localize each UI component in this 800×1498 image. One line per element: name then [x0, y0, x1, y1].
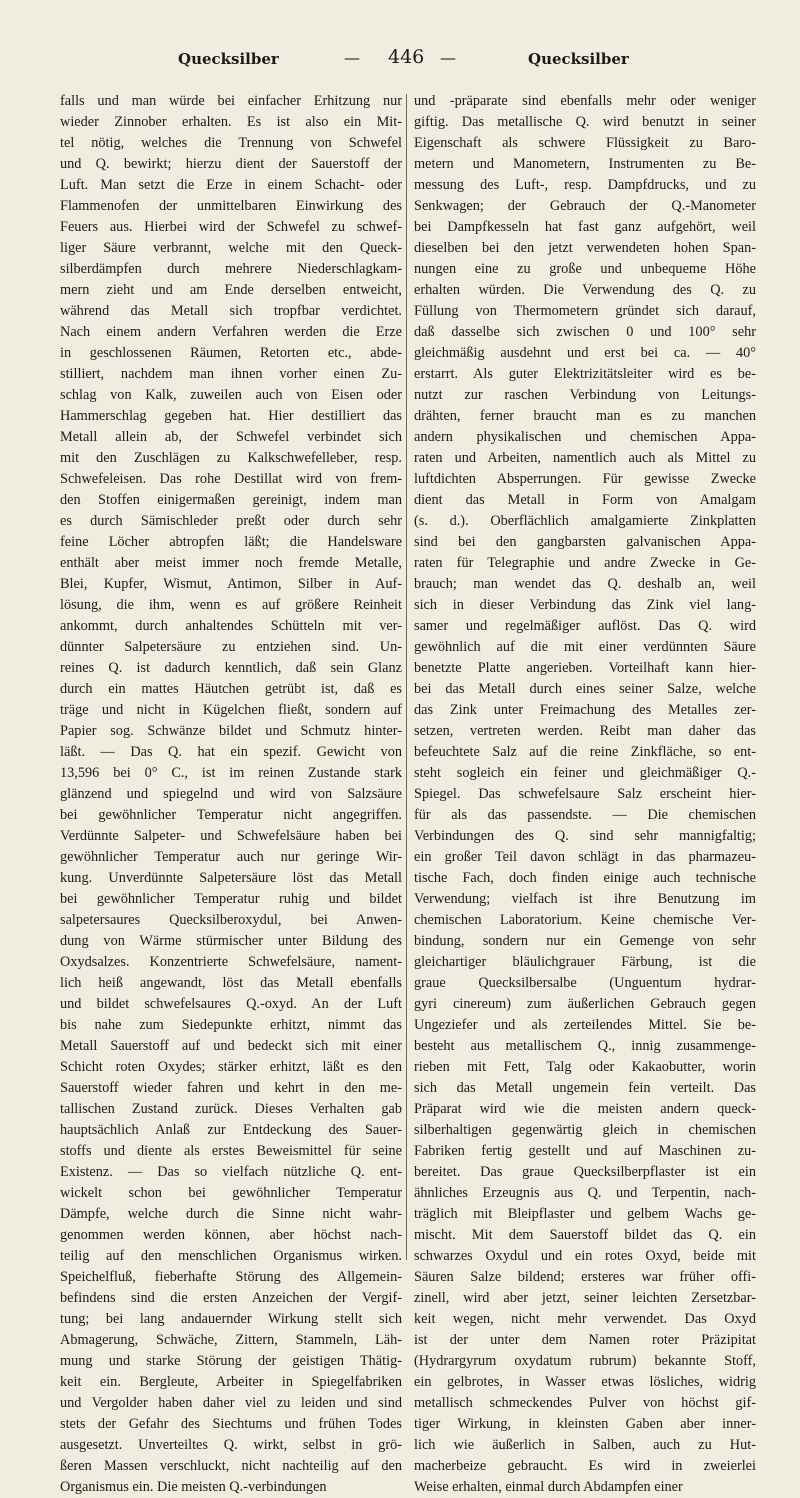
text-line: keit wegen, nicht mehr verwendet. Das Oxyd — [414, 1311, 756, 1327]
text-line: silberdämpfen durch mehrere Niederschlagkam- — [60, 261, 402, 277]
text-line: stoffs und diente als erstes Beweismittel für seine — [60, 1143, 402, 1159]
text-line: ein gelbrotes, in Wasser etwas lösliches, widrig — [414, 1374, 756, 1390]
text-line: macherbeize gebraucht. Es wird in zweierlei — [414, 1458, 756, 1474]
text-line: Flammenofen der unmittelbaren Einwirkung des — [60, 198, 402, 214]
text-line: schlag von Kalk, zuweilen auch von Eisen oder — [60, 387, 402, 403]
text-line: Dämpfe, welche durch die Sinne nicht wahr- — [60, 1206, 402, 1222]
text-line: mischt. Mit dem Sauerstoff bildet das Q. ein — [414, 1227, 756, 1243]
text-line: keit ein. Bergleute, Arbeiter in Spiegelfabriken — [60, 1374, 402, 1390]
text-line: Füllung von Thermometern gründet sich darauf, — [414, 303, 756, 319]
text-line: Blei, Kupfer, Wismut, Antimon, Silber in Auf- — [60, 576, 402, 592]
text-line: und -präparate sind ebenfalls mehr oder weniger — [414, 93, 756, 109]
text-line: bis nahe zum Siedepunkte erhitzt, nimmt das — [60, 1017, 402, 1033]
text-line: Fabriken fertig gestellt und auf Maschinen zu- — [414, 1143, 756, 1159]
running-head-left: Quecksilber — [178, 50, 279, 68]
text-line: bindung, sondern nur ein Gemenge von sehr — [414, 933, 756, 949]
text-line: messung des Luft-, resp. Dampfdrucks, und zu — [414, 177, 756, 193]
page-header — [0, 46, 800, 74]
running-head-right: Quecksilber — [528, 50, 629, 68]
text-line: enthält aber meist immer noch fremde Metalle, — [60, 555, 402, 571]
text-line: Senkwagen; der Gebrauch der Q.-Manometer — [414, 198, 756, 214]
text-line: Abmagerung, Schwäche, Zittern, Stammeln, Läh- — [60, 1332, 402, 1348]
text-line: befindens sind die ersten Anzeichen der Vergif- — [60, 1290, 402, 1306]
text-line: sich das Metall ungemein fein verteilt. Das — [414, 1080, 756, 1096]
text-line: Eigenschaft als schwere Flüssigkeit zu Baro- — [414, 135, 756, 151]
text-line: mern zieht und am Ende derselben entweicht, — [60, 282, 402, 298]
text-line: sind bei den gangbarsten galvanischen Appa- — [414, 534, 756, 550]
text-line: bei das Metall durch eines seiner Salze, welche — [414, 681, 756, 697]
text-line: salpetersaures Quecksilberoxydul, bei Anwen- — [60, 912, 402, 928]
text-line: Schicht roten Oxydes; stärker erhitzt, läßt es den — [60, 1059, 402, 1075]
text-line: ausgesetzt. Unverteiltes Q. wirkt, selbst in grö- — [60, 1437, 402, 1453]
text-line: Existenz. — Das so vielfach nützliche Q. ent- — [60, 1164, 402, 1180]
text-line: chemischen Laboratorium. Keine chemische Ver- — [414, 912, 756, 928]
text-line: ist der unter dem Namen roter Präzipitat — [414, 1332, 756, 1348]
text-line: ankommt, durch anhaltendes Schütteln mit ver- — [60, 618, 402, 634]
text-line: ßeren Massen verschluckt, nicht nachteilig auf den — [60, 1458, 402, 1474]
right-column — [414, 91, 756, 1498]
text-line: Papier sog. Schwänze bildet und Schmutz hinter- — [60, 723, 402, 739]
text-line: liger Säure verbrannt, welche mit den Queck- — [60, 240, 402, 256]
text-line: für als das passendste. — Die chemischen — [414, 807, 756, 823]
header-dash-left: — — [344, 48, 360, 67]
text-line: gleichmäßig ausdehnt und erst bei ca. — 40° — [414, 345, 756, 361]
text-line: drähten, ferner braucht man es zu manchen — [414, 408, 756, 424]
text-line: durch ein mattes Häutchen getrübt ist, daß es — [60, 681, 402, 697]
text-line: tallischen Zustand zurück. Dieses Verhalten gab — [60, 1101, 402, 1117]
text-line: Schwefeleisen. Das rohe Destillat wird von frem- — [60, 471, 402, 487]
text-line: Ungeziefer und als zerteilendes Mittel. Sie be- — [414, 1017, 756, 1033]
text-line: ein großer Teil davon schlägt in das pharmazeu- — [414, 849, 756, 865]
text-line: tiger Wirkung, in kleinsten Gaben aber inner- — [414, 1416, 756, 1432]
text-line: besteht aus metallischem Q., innig zusammenge- — [414, 1038, 756, 1054]
text-line: lösung, die ihm, wenn es auf größere Reinheit — [60, 597, 402, 613]
text-line: und bildet schwefelsaures Q.-oxyd. An der Luft — [60, 996, 402, 1012]
text-line: luftdichten Absperrungen. Für gewisse Zwecke — [414, 471, 756, 487]
text-line: Organismus ein. Die meisten Q.-verbindungen — [60, 1479, 327, 1495]
text-line: Weise erhalten, einmal durch Abdampfen einer — [414, 1479, 683, 1495]
text-line: Hammerschlag gegeben hat. Hier destilliert das — [60, 408, 402, 424]
text-line: kung. Unverdünnte Salpetersäure löst das Metall — [60, 870, 402, 886]
text-line: tung; bei lang andauernder Wirkung stellt sich — [60, 1311, 402, 1327]
text-line: brauch; man wendet das Q. deshalb an, weil — [414, 576, 756, 592]
text-line: gyri cinereum) zum äußerlichen Gebrauch gegen — [414, 996, 756, 1012]
text-line: Metall Sauerstoff auf und bedeckt sich mit einer — [60, 1038, 402, 1054]
text-line: genommen werden können, aber höchst nach- — [60, 1227, 402, 1243]
text-line: wieder Zinnober erhalten. Es ist also ein Mit- — [60, 114, 402, 130]
text-line: erhalten würden. Die Verwendung des Q. zu — [414, 282, 756, 298]
text-line: stets der Gefahr des Siechtums und frühen Todes — [60, 1416, 402, 1432]
text-line: reines Q. ist dadurch kenntlich, daß sein Glanz — [60, 660, 402, 676]
text-line: Nach einem andern Verfahren werden die Erze — [60, 324, 402, 340]
text-line: erstarrt. Als guter Elektrizitätsleiter wird es be- — [414, 366, 756, 382]
text-line: Säuren Salze bildend; ersteres war früher offi- — [414, 1269, 756, 1285]
text-line: lich heiß angewandt, löst das Metall ebenfalls — [60, 975, 402, 991]
text-line: metern und Manometern, Instrumenten zu Be- — [414, 156, 756, 172]
text-line: bei gewöhnlicher Temperatur nicht angegriffen. — [60, 807, 402, 823]
text-line: falls und man würde bei einfacher Erhitzung nur — [60, 93, 402, 109]
text-line: (s. d.). Oberflächlich amalgamierte Zinkplatten — [414, 513, 756, 529]
left-column — [60, 91, 402, 1498]
text-line: während das Metall sich tropfbar verdichtet. — [60, 303, 402, 319]
text-line: benetzte Platte angerieben. Vorteilhaft kann hier- — [414, 660, 756, 676]
text-line: (Hydrargyrum oxydatum rubrum) bekannte Stoff, — [414, 1353, 756, 1369]
text-line: raten für Telegraphie und andre Zwecke in Ge- — [414, 555, 756, 571]
text-line: dünnter Salpetersäure zu entziehen sind. Un- — [60, 639, 402, 655]
text-line: Präparat wird wie die meisten andern queck- — [414, 1101, 756, 1117]
text-line: Speichelfluß, fieberhafte Störung des Allgemein- — [60, 1269, 402, 1285]
text-line: und Q. bewirkt; hierzu dient der Sauerstoff der — [60, 156, 402, 172]
text-line: graue Quecksilbersalbe (Unguentum hydrar- — [414, 975, 756, 991]
text-line: sich in dieser Verbindung das Zink viel lang- — [414, 597, 756, 613]
page-number: 446 — [388, 46, 425, 68]
text-line: zinell, wird aber jetzt, seiner leichten Zersetzbar- — [414, 1290, 756, 1306]
text-line: mit den Zuschlägen zu Kalkschwefelleber, resp. — [60, 450, 402, 466]
text-line: Metall allein ab, der Schwefel verbindet sich — [60, 429, 402, 445]
text-line: dieselben bei den jetzt verwendeten hohen Span- — [414, 240, 756, 256]
text-line: silberhaltigen gegenwärtig gleich in chemischen — [414, 1122, 756, 1138]
text-line: Oxydsalzes. Konzentrierte Schwefelsäure, nament- — [60, 954, 402, 970]
text-line: dient das Metall in Form von Amalgam — [414, 492, 756, 508]
header-dash-right: — — [440, 48, 456, 67]
text-line: nutzt zur raschen Verbindung von Leitungs- — [414, 387, 756, 403]
text-line: raten und Arbeiten, namentlich auch als Mittel zu — [414, 450, 756, 466]
text-line: rieben mit Fett, Talg oder Kakaobutter, worin — [414, 1059, 756, 1075]
text-line: ähnliches Erzeugnis aus Q. und Terpentin, nach- — [414, 1185, 756, 1201]
text-line: Spiegel. Das schwefelsaure Salz erscheint hier- — [414, 786, 756, 802]
text-line: schwarzes Oxydul und ein rotes Oxyd, beide mit — [414, 1248, 756, 1264]
text-line: wickelt schon bei gewöhnlicher Temperatur — [60, 1185, 402, 1201]
text-line: samer und regelmäßiger auflöst. Das Q. wird — [414, 618, 756, 634]
text-line: giftig. Das metallische Q. wird benutzt in seiner — [414, 114, 756, 130]
text-line: setzen, vertreten werden. Reibt man daher das — [414, 723, 756, 739]
text-line: Luft. Man setzt die Erze in einem Schacht- oder — [60, 177, 402, 193]
text-line: nungen eine zu große und unbequeme Höhe — [414, 261, 756, 277]
text-line: es durch Sämischleder preßt oder durch sehr — [60, 513, 402, 529]
text-line: gewöhnlich auf die mit einer verdünnten Säure — [414, 639, 756, 655]
text-line: gewöhnlicher Temperatur auch nur geringe Wir- — [60, 849, 402, 865]
text-line: tel nötig, welches die Trennung von Schwefel — [60, 135, 402, 151]
text-line: 13,596 bei 0° C., ist im reinen Zustande stark — [60, 765, 402, 781]
text-line: metallisch schmeckendes Pulver von höchst gif- — [414, 1395, 756, 1411]
text-line: und Vergolder haben daher viel zu leiden und sind — [60, 1395, 402, 1411]
text-line: gleichartiger bläulichgrauer Färbung, ist die — [414, 954, 756, 970]
text-line: mung und starke Störung der geistigen Thätig- — [60, 1353, 402, 1369]
text-line: den Stoffen einigermaßen gereinigt, indem man — [60, 492, 402, 508]
text-line: andern physikalischen und chemischen Appa- — [414, 429, 756, 445]
text-line: Verdünnte Salpeter- und Schwefelsäure haben bei — [60, 828, 402, 844]
text-line: bei gewöhnlicher Temperatur ruhig und bildet — [60, 891, 402, 907]
text-line: Verbindungen des Q. sind sehr mannigfaltig; — [414, 828, 756, 844]
text-line: in geschlossenen Räumen, Retorten etc., abde- — [60, 345, 402, 361]
text-line: Verwendung; vielfach ist ihre Benutzung im — [414, 891, 756, 907]
text-line: hauptsächlich Anlaß zur Entdeckung des Sauer- — [60, 1122, 402, 1138]
text-line: Sauerstoff wieder fahren und kehrt in den me- — [60, 1080, 402, 1096]
text-line: tische Fach, doch finden einige auch technische — [414, 870, 756, 886]
column-divider — [406, 94, 407, 1260]
text-line: teilig auf den menschlichen Organismus wirken. — [60, 1248, 402, 1264]
text-line: lich wie äußerlich in Salben, auch zu Hut- — [414, 1437, 756, 1453]
text-line: das Zink unter Freimachung des Metalles zer- — [414, 702, 756, 718]
text-line: daß dasselbe sich zwischen 0 und 100° sehr — [414, 324, 756, 340]
text-line: befeuchtete Salz auf die reine Zinkfläche, so ent- — [414, 744, 756, 760]
text-line: läßt. — Das Q. hat ein spezif. Gewicht von — [60, 744, 402, 760]
text-line: träglich mit Bleipflaster und gelbem Wachs ge- — [414, 1206, 756, 1222]
text-line: bereitet. Das graue Quecksilberpflaster ist ein — [414, 1164, 756, 1180]
text-line: bei Dampfkesseln hat fast ganz aufgehört, weil — [414, 219, 756, 235]
text-line: dung von Wärme stürmischer unter Bildung des — [60, 933, 402, 949]
text-line: träge und nicht in Kügelchen fließt, sondern auf — [60, 702, 402, 718]
text-line: stilliert, nachdem man ihnen vorher einen Zu- — [60, 366, 402, 382]
text-line: steht sogleich ein feiner und gleichmäßiger Q.- — [414, 765, 756, 781]
text-line: Feuers aus. Hierbei wird der Schwefel zu schwef- — [60, 219, 402, 235]
text-line: feine Löcher abtropfen läßt; die Handelsware — [60, 534, 402, 550]
text-line: glänzend und spiegelnd und wird von Salzsäure — [60, 786, 402, 802]
